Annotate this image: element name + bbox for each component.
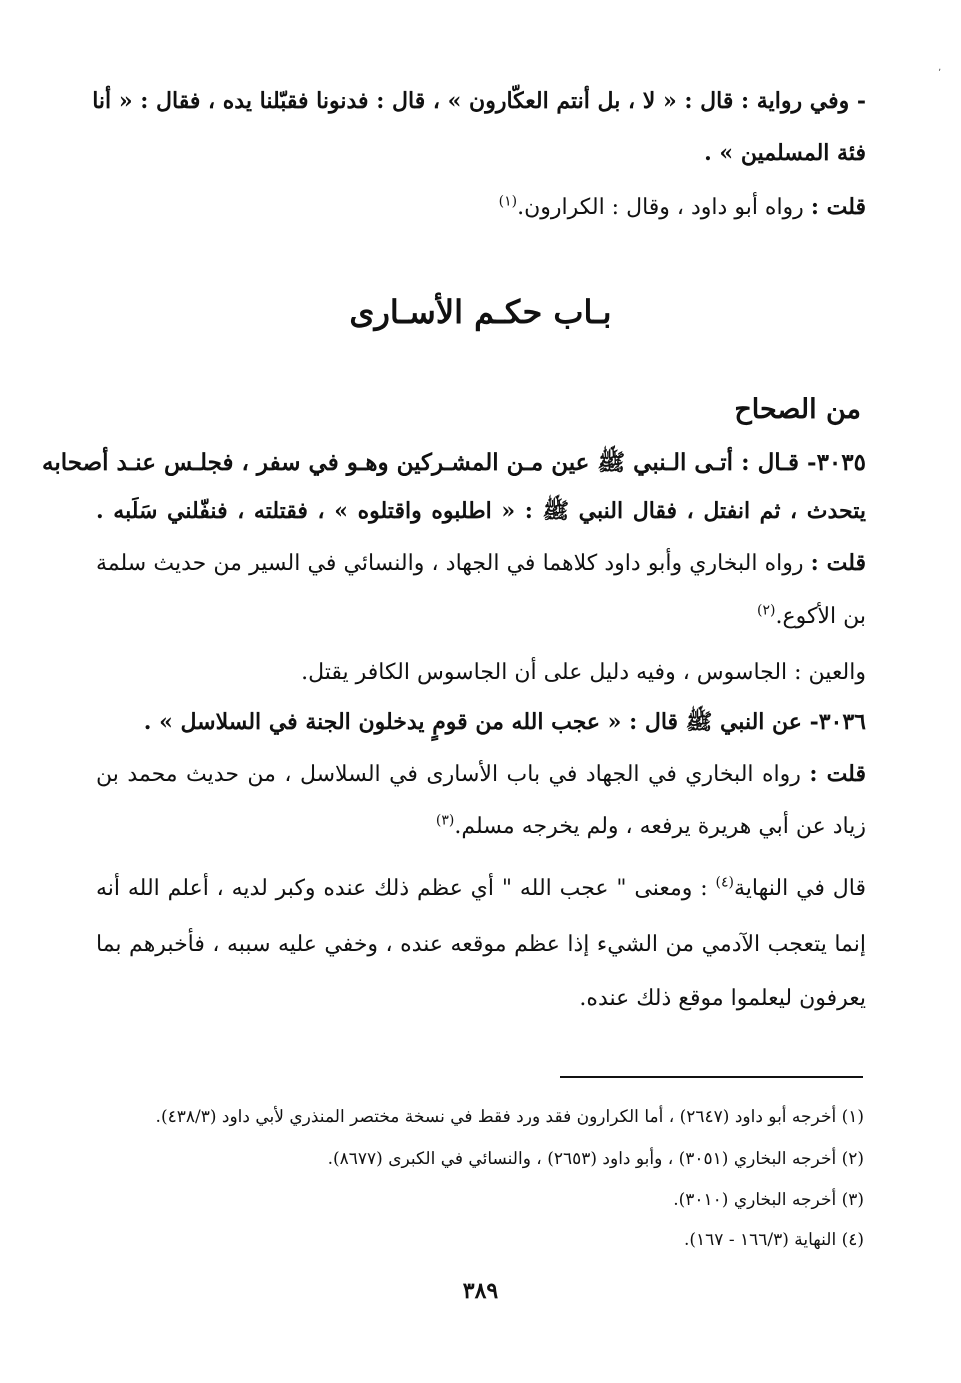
- commentary-text-1a: قال في النهاية: [734, 876, 866, 901]
- hadith-3035-comment-line-2: [96, 600, 866, 634]
- hadith-3036-comment-line-2: [96, 810, 866, 844]
- hadith-3036-comment-line-1: [96, 757, 866, 792]
- hadith-3035-line-2: يتحدث ، ثم انفتل ، فقال النبي ﷺ : « اطلبوه واقتلوه » ، فقتلته ، فنفّلني سَلَبه .: [96, 498, 866, 524]
- footnote-2: (٢) أخرجه البخاري (٣٠٥١) ، وأبو داود (٢٦٥٣) ، والنسائي في الكبرى (٨٦٧٧).: [327, 1149, 864, 1169]
- commentary-line-3: يعرفون ليعلموا موقع ذلك عنده.: [579, 986, 866, 1011]
- narration-line-2: فئة المسلمين » .: [704, 140, 866, 166]
- page-number: ٣٨٩: [462, 1278, 499, 1304]
- footnote-ref-1: (١): [498, 193, 518, 210]
- hadith-3035-note: والعين : الجاسوس ، وفيه دليل على أن الجاسوس الكافر يقتل.: [301, 660, 866, 685]
- narration-line-1: - وفي رواية : قال : « لا ، بل أنتم العكّارون » ، قال : فدنونا فقبّلنا يده ، فقال : « أنا: [92, 88, 866, 114]
- footnote-ref-2: (٢): [757, 602, 776, 619]
- comment-text: رواه أبو داود ، وقال : الكرارون.: [517, 195, 811, 220]
- hadith-3036-line-1: ٣٠٣٦- عن النبي ﷺ قال : « عجب الله من قومٍ يدخلون الجنة في السلاسل » .: [143, 709, 866, 735]
- footnote-4: (٤) النهاية (١٦٦/٣ - ١٦٧).: [683, 1230, 864, 1250]
- chapter-title: بـاب حكـم الأسـارى: [349, 293, 612, 331]
- comment-label: قلت :: [810, 194, 866, 220]
- commentary-line-2: إنما يتعجب الآدمي من الشيء إذا عظم موقعه عنده ، وخفي عليه سببه ، فأخبرهم بما: [96, 932, 866, 957]
- footnote-1: (١) أخرجه أبو داود (٢٦٤٧) ، أما الكرارون فقد ورد فقط في نسخة مختصر المنذري لأبي داود (٤٣٨/٣).: [155, 1107, 864, 1127]
- comment-line: [96, 190, 866, 225]
- footnote-ref-4: (٤): [715, 874, 734, 891]
- footnote-3: (٣) أخرجه البخاري (٣٠١٠).: [673, 1190, 864, 1210]
- hadith-3035-comment-text-2: بن الأكوع.: [775, 604, 866, 629]
- hadith-3036-comment-text: رواه البخاري في الجهاد في باب الأسارى في السلاسل ، من حديث محمد بن: [96, 762, 810, 787]
- section-title: من الصحاح: [734, 394, 861, 425]
- hadith-3035-line-1: ٣٠٣٥- قـال : أتـى الـنبي ﷺ عين مـن المشـركين وهـو في سفر ، فجلـس عنـد أصحابه: [41, 449, 866, 476]
- hadith-3035-comment-label: قلت :: [810, 550, 867, 576]
- footnote-divider: [560, 1076, 863, 1078]
- hadith-3036-comment-text-2: زياد عن أبي هريرة يرفعه ، ولم يخرجه مسلم.: [454, 814, 866, 839]
- commentary-text-1b: : ومعنى " عجب الله " أي عظم ذلك عنده وكبر لديه ، أعلم الله أنه: [96, 876, 716, 901]
- commentary-line-1: [96, 872, 866, 906]
- hadith-3035-comment-line-1: [96, 546, 866, 581]
- margin-mark: ٬: [938, 68, 942, 79]
- hadith-3035-comment-text: رواه البخاري وأبو داود كلاهما في الجهاد ، والنسائي في السير من حديث سلمة: [96, 551, 811, 576]
- hadith-3036-comment-label: قلت :: [809, 761, 866, 787]
- footnote-ref-3: (٣): [435, 812, 455, 829]
